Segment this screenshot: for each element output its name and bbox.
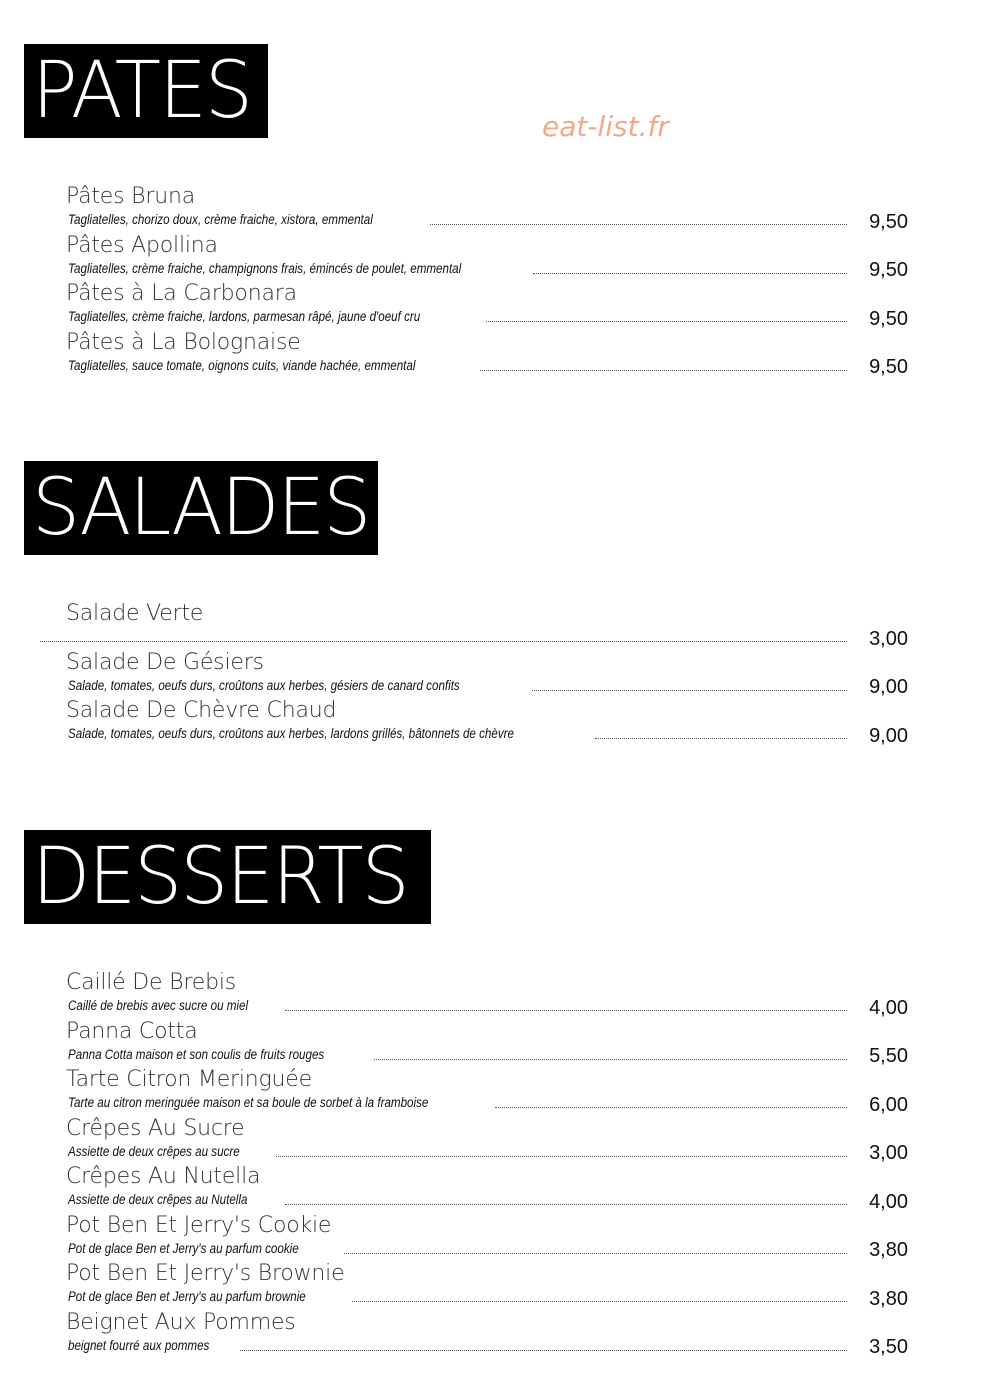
- menu-item-line: [68, 1142, 910, 1164]
- dotted-leader: [532, 689, 847, 691]
- dotted-leader: [486, 320, 847, 322]
- menu-item-name: Caillé De Brebis: [66, 970, 237, 995]
- menu-item-price: 4,00: [869, 996, 908, 1019]
- menu-item-line: [68, 1093, 910, 1115]
- dotted-leader: [285, 1009, 847, 1011]
- menu-item-description: Assiette de deux crêpes au sucre: [68, 1143, 240, 1159]
- menu-item-line: [68, 1045, 910, 1067]
- menu-item-price: 3,00: [869, 627, 908, 650]
- menu-item: [66, 184, 910, 233]
- menu-item-price: 9,50: [869, 210, 908, 233]
- menu-list-desserts: [66, 970, 910, 1358]
- menu-item-line: [68, 676, 910, 698]
- section-title-salades: SALADES: [24, 461, 378, 555]
- menu-item-price: 9,50: [869, 356, 908, 378]
- menu-item-name: Crêpes Au Nutella: [66, 1164, 261, 1189]
- menu-item-description: Tagliatelles, crème fraiche, champignons frais, émincés de poulet, emmental: [68, 260, 462, 276]
- menu-item-price: 9,50: [869, 259, 908, 281]
- menu-item-description: Tarte au citron meringuée maison et sa boule de sorbet à la framboise: [68, 1095, 429, 1110]
- menu-item-description: Tagliatelles, crème fraiche, lardons, parmesan râpé, jaune d'oeuf cru: [68, 309, 421, 324]
- menu-item-price: 5,50: [869, 1045, 908, 1067]
- menu-item: [66, 1116, 910, 1165]
- menu-item: [66, 650, 910, 699]
- menu-item: [66, 1310, 910, 1359]
- menu-item-name: Pâtes Bruna: [66, 184, 195, 209]
- menu-item-description: Salade, tomates, oeufs durs, croûtons aux herbes, lardons grillés, bâtonnets de chèvre: [68, 726, 514, 741]
- menu-item-name: Panna Cotta: [66, 1018, 198, 1044]
- menu-item-name: Salade Verte: [66, 601, 204, 626]
- menu-list-pates: [66, 184, 910, 378]
- menu-item: [66, 1067, 910, 1116]
- menu-item-price: 4,00: [869, 1190, 908, 1213]
- menu-item-line: [68, 1336, 910, 1358]
- dotted-leader: [533, 272, 847, 274]
- menu-item-name: Salade De Gésiers: [66, 649, 264, 675]
- menu-item: [66, 330, 910, 379]
- menu-item-price: 3,80: [869, 1239, 908, 1261]
- menu-item-price: 9,50: [869, 307, 908, 330]
- menu-item-description: Pot de glace Ben et Jerry's au parfum brownie: [68, 1289, 306, 1304]
- dotted-leader: [374, 1058, 847, 1060]
- menu-item-description: Assiette de deux crêpes au Nutella: [68, 1192, 248, 1207]
- menu-item-line: [68, 627, 910, 649]
- menu-item: [66, 281, 910, 330]
- menu-item-name: Pâtes à La Bolognaise: [66, 329, 301, 355]
- watermark: eat-list.fr: [542, 110, 669, 143]
- menu-item-line: [68, 356, 910, 378]
- menu-item-price: 3,80: [869, 1287, 908, 1310]
- dotted-leader: [352, 1300, 847, 1302]
- menu-item: [66, 1213, 910, 1262]
- dotted-leader: [430, 223, 847, 225]
- menu-item-description: Caillé de brebis avec sucre ou miel: [68, 998, 249, 1013]
- menu-item-name: Tarte Citron Meringuée: [66, 1067, 312, 1092]
- menu-item-name: Beignet Aux Pommes: [66, 1309, 296, 1335]
- menu-item: [66, 970, 910, 1019]
- menu-item-name: Pot Ben Et Jerry's Cookie: [66, 1212, 332, 1238]
- menu-item-description: Tagliatelles, sauce tomate, oignons cuits, viande hachée, emmental: [68, 357, 416, 373]
- section-title-pates: PATES: [24, 44, 268, 138]
- menu-item-description: Pot de glace Ben et Jerry's au parfum cookie: [68, 1240, 299, 1256]
- dotted-leader: [276, 1155, 847, 1157]
- section-title-desserts: DESSERTS: [24, 830, 431, 924]
- menu-item: [66, 1261, 910, 1310]
- menu-item-name: Crêpes Au Sucre: [66, 1115, 245, 1141]
- dotted-leader: [344, 1252, 847, 1254]
- menu-item-line: [68, 259, 910, 281]
- menu-item-name: Pâtes Apollina: [66, 232, 218, 258]
- menu-item: [66, 1019, 910, 1068]
- menu-item-line: [68, 996, 910, 1018]
- menu-item: [66, 1164, 910, 1213]
- dotted-leader: [495, 1106, 847, 1108]
- menu-item-line: [68, 210, 910, 232]
- dotted-leader: [480, 369, 847, 371]
- menu-item-line: [68, 1239, 910, 1261]
- menu-item-price: 9,00: [869, 724, 908, 747]
- menu-item: [66, 698, 910, 747]
- menu-item: [66, 601, 910, 650]
- menu-item-name: Pâtes à La Carbonara: [66, 281, 297, 306]
- dotted-leader: [595, 737, 847, 739]
- dotted-leader: [240, 1349, 847, 1351]
- menu-list-salades: [66, 601, 910, 747]
- menu-item-line: [68, 1190, 910, 1212]
- menu-item-price: 6,00: [869, 1093, 908, 1116]
- menu-item-description: beignet fourré aux pommes: [68, 1337, 210, 1353]
- menu-item-price: 3,50: [869, 1336, 908, 1358]
- menu-item-name: Pot Ben Et Jerry's Brownie: [66, 1261, 345, 1286]
- dotted-leader: [40, 640, 847, 642]
- menu-item-price: 3,00: [869, 1142, 908, 1164]
- menu-item-description: Salade, tomates, oeufs durs, croûtons aux herbes, gésiers de canard confits: [68, 677, 460, 693]
- menu-item-name: Salade De Chèvre Chaud: [66, 698, 337, 723]
- dotted-leader: [285, 1203, 847, 1205]
- menu-item-line: [68, 307, 910, 329]
- menu-item-line: [68, 724, 910, 746]
- menu-item-description: Tagliatelles, chorizo doux, crème fraiche, xistora, emmental: [68, 212, 373, 227]
- menu-item-line: [68, 1287, 910, 1309]
- menu-item-description: Panna Cotta maison et son coulis de fruits rouges: [68, 1046, 325, 1062]
- menu-item-price: 9,00: [869, 676, 908, 698]
- menu-item: [66, 233, 910, 282]
